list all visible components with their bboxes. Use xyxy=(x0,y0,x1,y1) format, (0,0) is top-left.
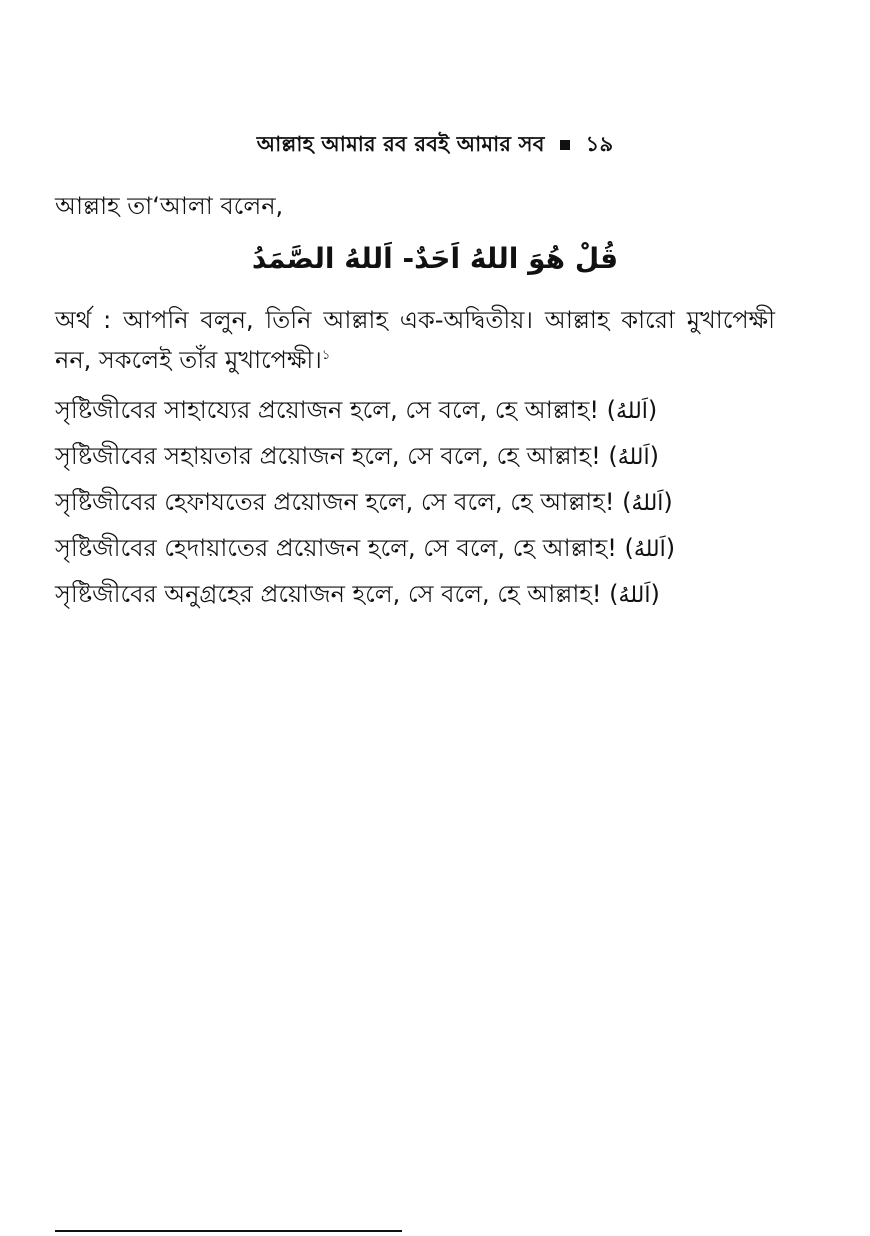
need-line: সৃষ্টিজীবের হেফাযতের প্রয়োজন হলে, সে বলে, হে আল্লাহ! (اَللهُ) xyxy=(55,488,673,516)
need-line-text: সৃষ্টিজীবের হেদায়াতের প্রয়োজন হলে, সে বলে, হে আল্লাহ! xyxy=(55,534,617,562)
need-line-arabic: اَللهُ xyxy=(617,445,650,470)
need-line-arabic: اَللهُ xyxy=(631,491,664,516)
need-line: সৃষ্টিজীবের হেদায়াতের প্রয়োজন হলে, সে বলে, হে আল্লাহ! (اَللهُ) xyxy=(55,534,676,562)
page-number: ১৯ xyxy=(585,132,614,156)
need-line-text: সৃষ্টিজীবের অনুগ্রহের প্রয়োজন হলে, সে বলে, হে আল্লাহ! xyxy=(55,580,602,608)
running-header xyxy=(0,128,870,163)
running-title: আল্লাহ আমার রব রবই আমার সব xyxy=(256,132,545,156)
need-line-text: সৃষ্টিজীবের সহায়তার প্রয়োজন হলে, সে বলে, হে আল্লাহ! xyxy=(55,442,601,470)
need-line-text: সৃষ্টিজীবের হেফাযতের প্রয়োজন হলে, সে বলে, হে আল্লাহ! xyxy=(55,488,615,516)
quran-verse: قُلْ هُوَ اللهُ اَحَدٌ- اَللهُ الصَّمَدُ xyxy=(251,242,619,275)
meaning-text: অর্থ : আপনি বলুন, তিনি আল্লাহ এক-অদ্বিতীয়। আল্লাহ কারো মুখাপেক্ষী নন, সকলেই তাঁর মুখাপেক্ষী। xyxy=(55,306,775,374)
need-line-arabic: اَللهُ xyxy=(616,399,648,424)
need-line: সৃষ্টিজীবের সাহায্যের প্রয়োজন হলে, সে বলে, হে আল্লাহ! (اَللهُ) xyxy=(55,396,658,424)
need-line: সৃষ্টিজীবের অনুগ্রহের প্রয়োজন হলে, সে বলে, হে আল্লাহ! (اَللهُ) xyxy=(55,580,660,608)
intro-text: আল্লাহ তা‘আলা বলেন, xyxy=(55,192,284,220)
need-line-text: সৃষ্টিজীবের সাহায্যের প্রয়োজন হলে, সে বলে, হে আল্লাহ! xyxy=(55,396,599,424)
footnote-divider xyxy=(55,1230,402,1232)
need-line: সৃষ্টিজীবের সহায়তার প্রয়োজন হলে, সে বলে, হে আল্লাহ! (اَللهُ) xyxy=(55,442,659,470)
need-line-arabic: اَللهُ xyxy=(633,537,666,562)
verse-meaning xyxy=(55,302,775,378)
need-line-arabic: اَللهُ xyxy=(618,583,651,608)
need-lines xyxy=(55,392,815,622)
footnote-ref: ১ xyxy=(321,348,331,363)
header-separator-square xyxy=(560,140,570,150)
